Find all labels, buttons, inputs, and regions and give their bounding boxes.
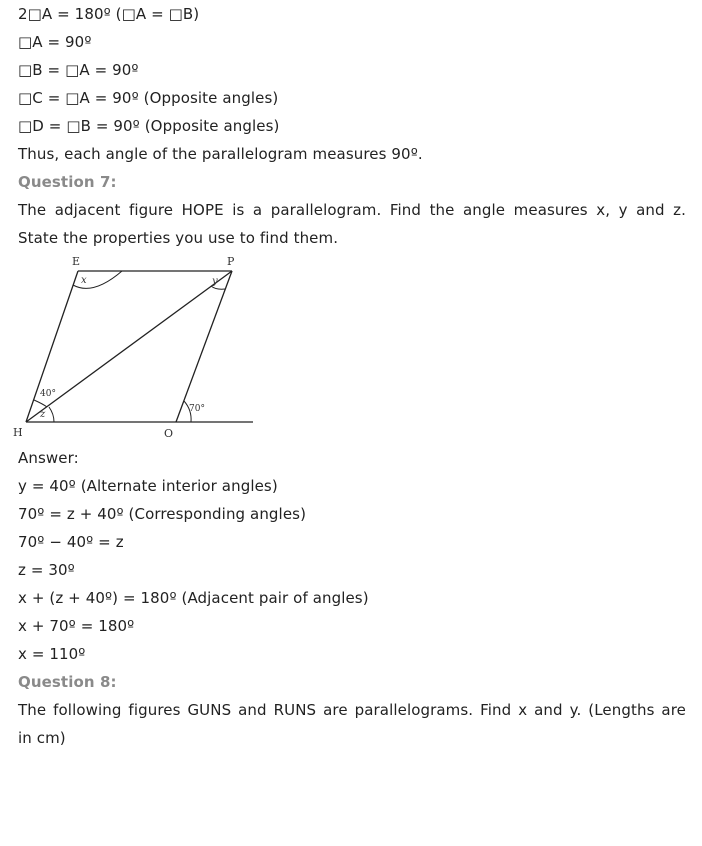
answer-line-3: 70º − 40º = z [18, 533, 124, 551]
solution-line-2: □A = 90º [18, 33, 92, 51]
answer-line-4: z = 30º [18, 561, 75, 579]
vertex-label-p: P [227, 255, 235, 268]
answer-line-1: y = 40º (Alternate interior angles) [18, 477, 278, 495]
solution-line-3: □B = □A = 90º [18, 61, 139, 79]
vertex-label-e: E [72, 255, 81, 268]
solution-line-4: □C = □A = 90º (Opposite angles) [18, 89, 279, 107]
angle-label-x: x [81, 275, 87, 286]
vertex-label-o: O [164, 427, 174, 440]
angle-label-z: z [40, 409, 46, 420]
vertex-label-h: H [13, 426, 23, 439]
parallelogram-diagram [13, 252, 253, 444]
side-he [26, 271, 78, 422]
question-8-text-line-2: in cm) [18, 729, 66, 747]
question-8-heading: Question 8: [18, 673, 117, 691]
answer-line-6: x + 70º = 180º [18, 617, 135, 635]
question-7-text-line-1: The adjacent figure HOPE is a parallelogram. Find the angle measures x, y and z. [18, 201, 686, 219]
angle-label-40: 40° [40, 389, 56, 399]
answer-line-5: x + (z + 40º) = 180º (Adjacent pair of angles) [18, 589, 369, 607]
diagonal-hp [26, 271, 232, 422]
document-page [13, 0, 686, 752]
solution-line-1: 2□A = 180º (□A = □B) [18, 5, 200, 23]
angle-label-70: 70° [189, 404, 205, 414]
answer-label: Answer: [18, 449, 79, 467]
angle-arc-z [49, 407, 54, 422]
question-7-text-line-2: State the properties you use to find them. [18, 229, 339, 247]
angle-arc-40 [34, 400, 47, 407]
answer-line-7: x = 110º [18, 645, 86, 663]
answer-line-2: 70º = z + 40º (Corresponding angles) [18, 505, 307, 523]
question-8-text-line-1: The following figures GUNS and RUNS are parallelograms. Find x and y. (Lengths are [18, 701, 686, 719]
angle-label-y: y [212, 276, 218, 287]
side-po [176, 271, 232, 422]
parallelogram-hope-figure [13, 252, 253, 444]
solution-conclusion: Thus, each angle of the parallelogram measures 90º. [18, 145, 423, 163]
question-7-heading: Question 7: [18, 173, 117, 191]
solution-line-5: □D = □B = 90º (Opposite angles) [18, 117, 280, 135]
